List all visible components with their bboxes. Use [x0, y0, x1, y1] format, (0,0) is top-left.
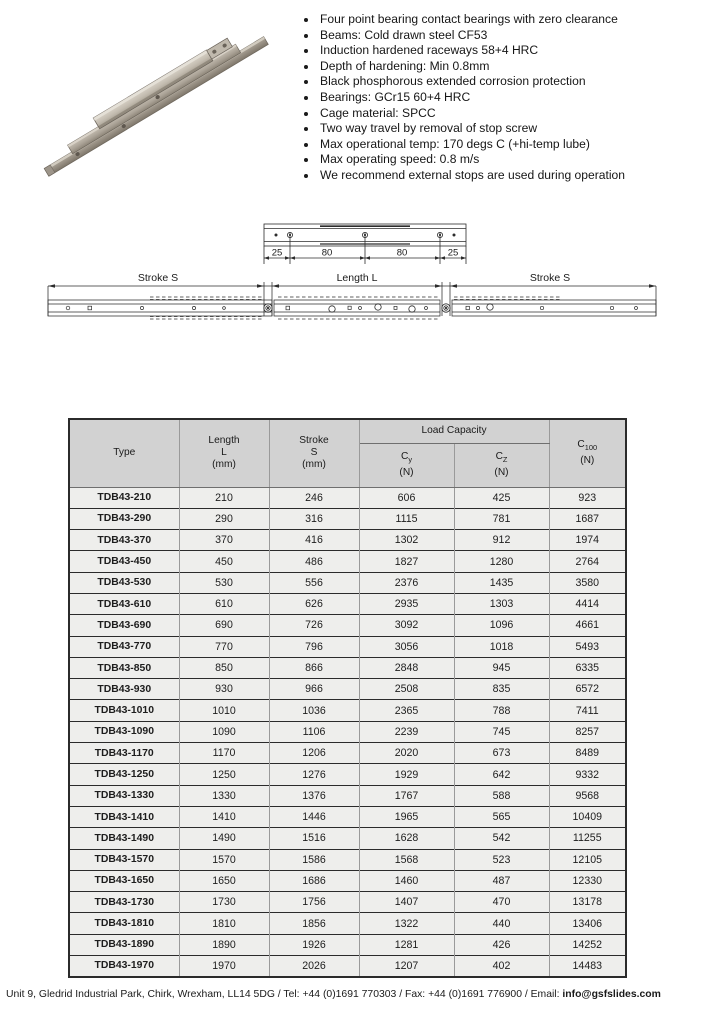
- length-line-3: (mm): [212, 459, 236, 471]
- list-item: Beams: Cold drawn steel CF53: [300, 28, 696, 44]
- cell-c100: 1974: [549, 530, 626, 551]
- cell-type: TDB43-1810: [69, 913, 179, 934]
- cell-length: 370: [179, 530, 269, 551]
- cell-type: TDB43-530: [69, 572, 179, 593]
- cell-cy: 1115: [359, 508, 454, 529]
- drawing-label-stroke-right: Stroke S: [529, 272, 571, 284]
- cell-stroke: 1446: [269, 806, 359, 827]
- cell-stroke: 556: [269, 572, 359, 593]
- cell-cz: 835: [454, 679, 549, 700]
- cell-c100: 7411: [549, 700, 626, 721]
- cell-cy: 1302: [359, 530, 454, 551]
- cell-cy: 1207: [359, 956, 454, 977]
- cell-c100: 9332: [549, 764, 626, 785]
- cell-stroke: 1376: [269, 785, 359, 806]
- cell-c100: 14252: [549, 934, 626, 955]
- table-row: [69, 806, 626, 827]
- cell-c100: 8489: [549, 743, 626, 764]
- cell-cz: 542: [454, 828, 549, 849]
- c100-symbol: $C_{100}$: [577, 439, 598, 453]
- cell-type: TDB43-930: [69, 679, 179, 700]
- cell-type: TDB43-1330: [69, 785, 179, 806]
- cell-type: TDB43-1090: [69, 721, 179, 742]
- cell-cy: 2508: [359, 679, 454, 700]
- cell-type: TDB43-290: [69, 508, 179, 529]
- cell-cy: 2935: [359, 593, 454, 614]
- cell-c100: 3580: [549, 572, 626, 593]
- cell-cy: 1322: [359, 913, 454, 934]
- dimension-label: 25: [447, 247, 459, 259]
- product-photo: [22, 18, 290, 193]
- list-item: Depth of hardening: Min 0.8mm: [300, 59, 696, 75]
- cell-length: 1330: [179, 785, 269, 806]
- cell-length: 1170: [179, 743, 269, 764]
- cell-length: 690: [179, 615, 269, 636]
- cell-cy: 1460: [359, 870, 454, 891]
- cell-c100: 8257: [549, 721, 626, 742]
- cell-cy: 606: [359, 487, 454, 508]
- cell-type: TDB43-1890: [69, 934, 179, 955]
- table-row: [69, 572, 626, 593]
- column-header-cz: [454, 443, 549, 487]
- cell-length: 1570: [179, 849, 269, 870]
- table-row: [69, 530, 626, 551]
- cell-stroke: 1586: [269, 849, 359, 870]
- cell-stroke: 486: [269, 551, 359, 572]
- cell-cz: 470: [454, 892, 549, 913]
- cell-length: 1650: [179, 870, 269, 891]
- cell-cz: 788: [454, 700, 549, 721]
- cell-stroke: 1756: [269, 892, 359, 913]
- cell-stroke: 316: [269, 508, 359, 529]
- table-row: [69, 593, 626, 614]
- footer-address: Unit 9, Gledrid Industrial Park, Chirk, Wrexham, LL14 5DG / Tel: +44 (0)1691 770303 / Fax: +44 (0)1691 776900 / Email:: [6, 989, 563, 1000]
- cell-stroke: 726: [269, 615, 359, 636]
- table-header: [69, 419, 626, 487]
- drawing-label-stroke-left: Stroke S: [137, 272, 179, 284]
- cell-length: 850: [179, 657, 269, 678]
- stroke-line-2: S: [310, 447, 318, 459]
- feature-list: [300, 12, 696, 184]
- cell-stroke: 246: [269, 487, 359, 508]
- cell-type: TDB43-1410: [69, 806, 179, 827]
- cell-cz: 1435: [454, 572, 549, 593]
- cell-stroke: 2026: [269, 956, 359, 977]
- cell-type: TDB43-770: [69, 636, 179, 657]
- table-row: [69, 487, 626, 508]
- cell-cy: 3092: [359, 615, 454, 636]
- table-row: [69, 551, 626, 572]
- cell-cz: 745: [454, 721, 549, 742]
- extension-assembly-drawing: [42, 268, 662, 330]
- cell-cz: 945: [454, 657, 549, 678]
- cell-length: 530: [179, 572, 269, 593]
- cell-stroke: 796: [269, 636, 359, 657]
- cell-length: 1890: [179, 934, 269, 955]
- c100-unit: (N): [580, 454, 595, 466]
- table-row: [69, 636, 626, 657]
- cell-length: 1090: [179, 721, 269, 742]
- cell-c100: 5493: [549, 636, 626, 657]
- table-row: [69, 956, 626, 977]
- table-row: [69, 721, 626, 742]
- table-row: [69, 828, 626, 849]
- slide-rail-illustration: [22, 18, 290, 193]
- cell-type: TDB43-1250: [69, 764, 179, 785]
- dimension-label: 80: [396, 247, 408, 259]
- table-row: [69, 934, 626, 955]
- cell-cy: 2848: [359, 657, 454, 678]
- cell-cy: 1407: [359, 892, 454, 913]
- product-overview-section: [0, 0, 704, 205]
- list-item: We recommend external stops are used during operation: [300, 168, 696, 184]
- table-row: [69, 700, 626, 721]
- cell-cy: 2376: [359, 572, 454, 593]
- cell-length: 1410: [179, 806, 269, 827]
- footer-contact-bar: [0, 988, 704, 1002]
- cell-c100: 4661: [549, 615, 626, 636]
- cell-type: TDB43-1570: [69, 849, 179, 870]
- dimension-label: 80: [321, 247, 333, 259]
- specification-table: [68, 418, 627, 978]
- cell-cz: 781: [454, 508, 549, 529]
- cell-cy: 2239: [359, 721, 454, 742]
- cell-stroke: 966: [269, 679, 359, 700]
- cell-cy: 3056: [359, 636, 454, 657]
- cell-c100: 13178: [549, 892, 626, 913]
- column-header-type: Type: [69, 419, 179, 487]
- column-header-c100: [549, 419, 626, 487]
- list-item: Two way travel by removal of stop screw: [300, 121, 696, 137]
- cell-stroke: 1106: [269, 721, 359, 742]
- cy-unit: (N): [399, 466, 414, 478]
- cell-cy: 1767: [359, 785, 454, 806]
- drawing-label-length: Length L: [336, 272, 378, 284]
- cell-length: 1970: [179, 956, 269, 977]
- list-item: Induction hardened raceways 58+4 HRC: [300, 43, 696, 59]
- cz-symbol: $C_Z$: [495, 451, 508, 465]
- cell-cz: 642: [454, 764, 549, 785]
- list-item: Black phosphorous extended corrosion protection: [300, 74, 696, 90]
- table-row: [69, 615, 626, 636]
- cell-length: 1250: [179, 764, 269, 785]
- cell-length: 1490: [179, 828, 269, 849]
- cell-c100: 6335: [549, 657, 626, 678]
- list-item: Four point bearing contact bearings with zero clearance: [300, 12, 696, 28]
- cell-cy: 1281: [359, 934, 454, 955]
- cell-stroke: 1206: [269, 743, 359, 764]
- cz-unit: (N): [494, 466, 509, 478]
- hole-pattern-drawing: [250, 218, 480, 270]
- cell-cz: 440: [454, 913, 549, 934]
- cell-type: TDB43-850: [69, 657, 179, 678]
- cell-cz: 1280: [454, 551, 549, 572]
- stroke-line-3: (mm): [302, 459, 326, 471]
- cell-type: TDB43-690: [69, 615, 179, 636]
- cell-cy: 1628: [359, 828, 454, 849]
- cell-cz: 523: [454, 849, 549, 870]
- table-row: [69, 913, 626, 934]
- cell-c100: 2764: [549, 551, 626, 572]
- cell-type: TDB43-1970: [69, 956, 179, 977]
- cell-stroke: 626: [269, 593, 359, 614]
- cell-type: TDB43-1490: [69, 828, 179, 849]
- column-header-load-capacity: Load Capacity: [359, 419, 549, 443]
- list-item: Max operational temp: 170 degs C (+hi-temp lube): [300, 137, 696, 153]
- cell-c100: 14483: [549, 956, 626, 977]
- cell-cz: 588: [454, 785, 549, 806]
- cell-stroke: 1926: [269, 934, 359, 955]
- cell-stroke: 416: [269, 530, 359, 551]
- specification-table-wrapper: [68, 418, 625, 978]
- cell-length: 930: [179, 679, 269, 700]
- cell-length: 1810: [179, 913, 269, 934]
- cell-cz: 1303: [454, 593, 549, 614]
- cell-cy: 1929: [359, 764, 454, 785]
- cell-length: 210: [179, 487, 269, 508]
- list-item: Cage material: SPCC: [300, 106, 696, 122]
- cell-length: 290: [179, 508, 269, 529]
- cy-symbol: $C_y$: [400, 451, 413, 465]
- cell-stroke: 866: [269, 657, 359, 678]
- table-body: [69, 487, 626, 977]
- cell-cz: 673: [454, 743, 549, 764]
- table-row: [69, 870, 626, 891]
- cell-type: TDB43-370: [69, 530, 179, 551]
- cell-cy: 1568: [359, 849, 454, 870]
- length-line-2: L: [221, 447, 227, 459]
- cell-cz: 912: [454, 530, 549, 551]
- cell-type: TDB43-450: [69, 551, 179, 572]
- cell-cz: 402: [454, 956, 549, 977]
- cell-type: TDB43-1010: [69, 700, 179, 721]
- table-row: [69, 743, 626, 764]
- cell-stroke: 1686: [269, 870, 359, 891]
- cell-length: 1730: [179, 892, 269, 913]
- stroke-line-1: Stroke: [299, 434, 329, 446]
- cell-type: TDB43-1170: [69, 743, 179, 764]
- table-row: [69, 679, 626, 700]
- cell-type: TDB43-1650: [69, 870, 179, 891]
- cell-c100: 10409: [549, 806, 626, 827]
- cell-type: TDB43-1730: [69, 892, 179, 913]
- column-header-length: [179, 419, 269, 487]
- table-row: [69, 892, 626, 913]
- cell-type: TDB43-610: [69, 593, 179, 614]
- list-item: Max operating speed: 0.8 m/s: [300, 152, 696, 168]
- table-row: [69, 508, 626, 529]
- technical-drawings-section: [0, 218, 704, 348]
- table-row: [69, 849, 626, 870]
- table-row: [69, 657, 626, 678]
- cell-length: 1010: [179, 700, 269, 721]
- cell-cz: 565: [454, 806, 549, 827]
- cell-cy: 1965: [359, 806, 454, 827]
- cell-cy: 2020: [359, 743, 454, 764]
- cell-cz: 1018: [454, 636, 549, 657]
- cell-type: TDB43-210: [69, 487, 179, 508]
- cell-c100: 6572: [549, 679, 626, 700]
- cell-length: 610: [179, 593, 269, 614]
- cell-cy: 2365: [359, 700, 454, 721]
- length-line-1: Length: [208, 434, 240, 446]
- cell-c100: 4414: [549, 593, 626, 614]
- table-row: [69, 764, 626, 785]
- table-row: [69, 785, 626, 806]
- list-item: Bearings: GCr15 60+4 HRC: [300, 90, 696, 106]
- cell-c100: 11255: [549, 828, 626, 849]
- column-header-cy: [359, 443, 454, 487]
- cell-cz: 1096: [454, 615, 549, 636]
- cell-cy: 1827: [359, 551, 454, 572]
- cell-length: 770: [179, 636, 269, 657]
- cell-length: 450: [179, 551, 269, 572]
- cell-cz: 425: [454, 487, 549, 508]
- dimension-label: 25: [271, 247, 283, 259]
- cell-stroke: 1036: [269, 700, 359, 721]
- footer-email[interactable]: info@gsfslides.com: [562, 989, 661, 1000]
- cell-c100: 9568: [549, 785, 626, 806]
- column-header-stroke: [269, 419, 359, 487]
- cell-c100: 923: [549, 487, 626, 508]
- cell-c100: 13406: [549, 913, 626, 934]
- cell-stroke: 1856: [269, 913, 359, 934]
- cell-c100: 12105: [549, 849, 626, 870]
- cell-c100: 1687: [549, 508, 626, 529]
- cell-cz: 426: [454, 934, 549, 955]
- cell-stroke: 1276: [269, 764, 359, 785]
- cell-c100: 12330: [549, 870, 626, 891]
- cell-cz: 487: [454, 870, 549, 891]
- cell-stroke: 1516: [269, 828, 359, 849]
